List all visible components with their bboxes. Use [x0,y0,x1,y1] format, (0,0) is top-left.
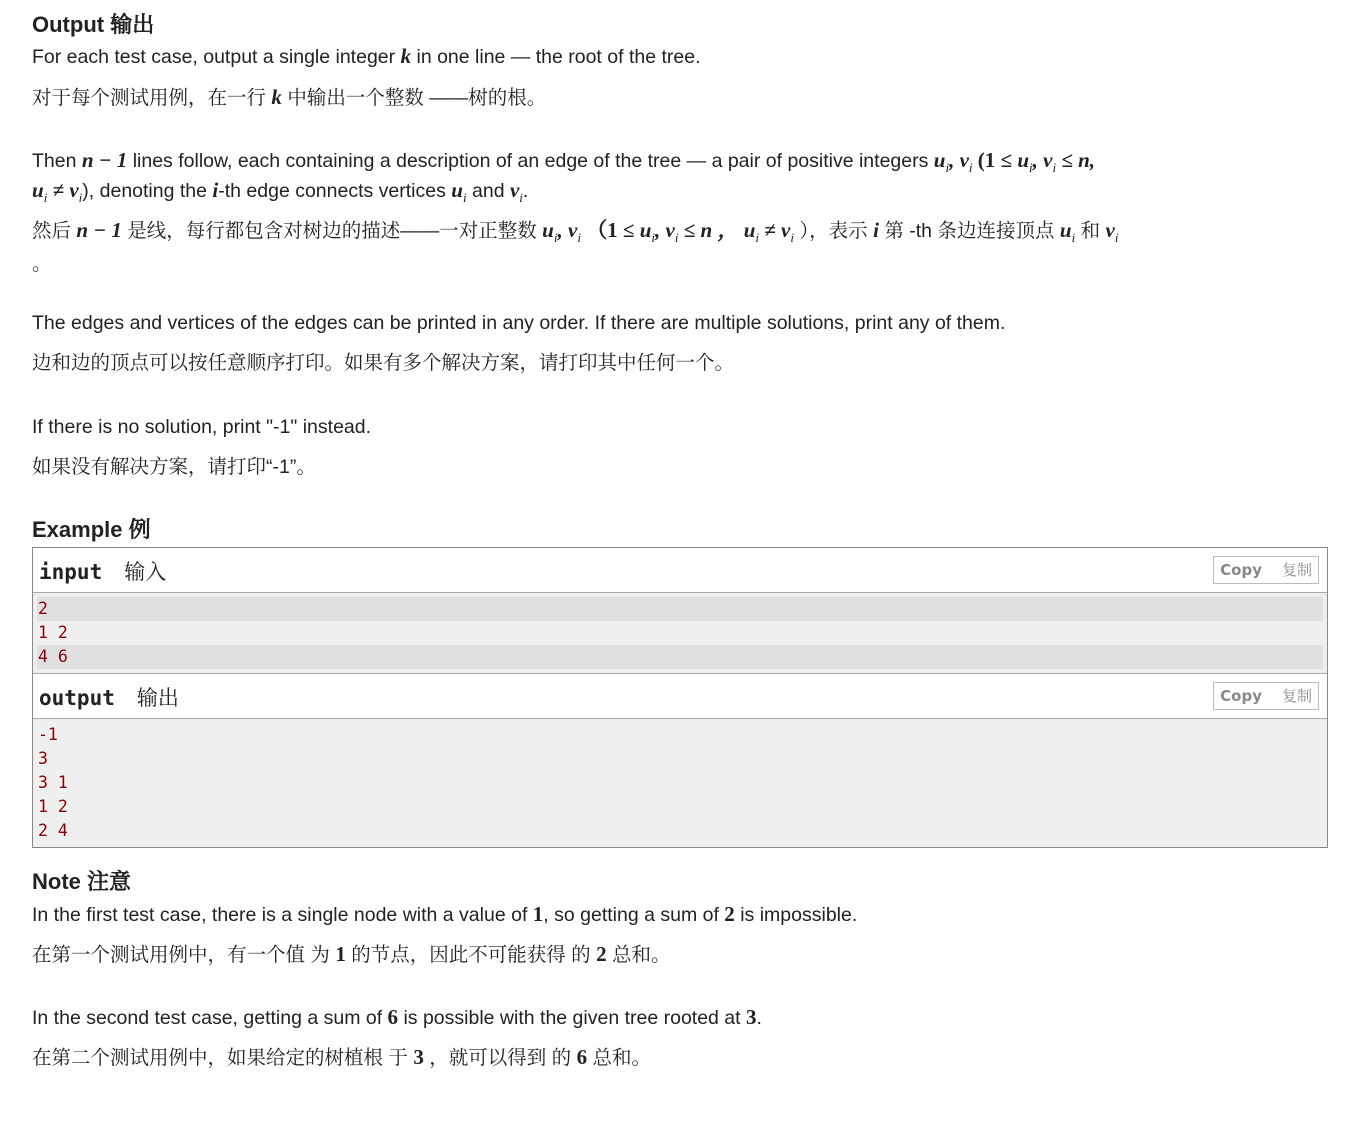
math-comma: , [655,218,666,242]
math-range-start: （1 ≤ [580,218,640,242]
edges-desc-zh-tail [32,252,52,276]
copy-label: Copy [1220,687,1262,705]
math-2: 2 [596,942,607,966]
math-n-minus-1: n − 1 [76,218,122,242]
note-p1-en [32,902,857,927]
math-sub-i: i [519,190,523,205]
text: is impossible. [734,904,858,926]
math-sub-i: i [790,230,794,245]
output-line: 3 1 [38,773,68,792]
output-desc-zh [32,85,546,110]
text: For each test case, output a single integer [32,46,401,68]
output-header [33,673,1327,719]
math-k: k [400,44,412,68]
math-sub-i: i [1114,230,1119,245]
math-1: 1 [335,942,346,966]
text: 是线，每行都包含对树边的描述——一对正整数 [121,220,543,242]
math-1: 1 [532,902,544,926]
text: In the first test case, there is a single node with a value of [32,904,533,926]
example-title: Example 例 [32,517,151,542]
math-u: u [743,218,756,242]
note-p2-zh [32,1045,651,1070]
math-range-start: (1 ≤ [972,148,1018,172]
input-content[interactable] [33,593,1327,673]
math-v: v [665,218,675,242]
math-sub-i: i [755,230,760,245]
no-solution-en: If there is no solution, print "-1" instead. [32,416,372,438]
math-k: k [271,85,282,109]
output-line: -1 [38,725,58,744]
text: . [522,180,529,202]
text: 在第一个测试用例中，有一个值 为 [32,944,336,966]
text: 在第二个测试用例中，如果给定的树植根 于 [32,1047,414,1069]
math-v: v [1105,218,1115,242]
math-6: 6 [387,1005,399,1029]
note-p2-en [32,1005,762,1030]
math-neq: ≠ [47,178,70,202]
text: Then [32,150,82,172]
text: ，就可以得到 的 [423,1047,577,1069]
math-sub-i: i [651,230,656,245]
input-header [33,548,1327,593]
text: , so getting a sum of [543,904,725,926]
input-title [39,556,166,586]
input-label-zh: 输入 [124,560,167,584]
copy-input-button[interactable] [1213,556,1319,584]
math-3: 3 [413,1045,424,1069]
math-sub-i: i [553,230,558,245]
math-comma: , [1032,148,1044,172]
math-sub-i: i [462,190,467,205]
output-title: Output 输出 [32,12,155,37]
example-heading [32,515,151,545]
text: 的节点，因此不可能获得 的 [345,944,597,966]
math-sub-i: i [1029,160,1033,175]
math-u: u [1059,218,1072,242]
output-line: 2 4 [38,821,68,840]
math-range-end: ≤ n ， [678,218,744,242]
math-2: 2 [724,902,735,926]
note-title: Note 注意 [32,869,132,894]
input-line: 2 [37,597,1323,621]
copy-label: Copy [1220,561,1262,579]
output-content[interactable] [33,719,1327,847]
math-u: u [1017,148,1030,172]
text: 。 [32,253,52,275]
math-6: 6 [576,1045,588,1069]
text: and [466,180,510,202]
math-sub-i: i [577,230,581,245]
text: in one line — the root of the tree. [411,46,701,68]
example-box [32,547,1328,848]
math-v: v [69,178,79,202]
math-sub-i: i [968,160,973,175]
math-sub-i: i [78,190,83,205]
output-heading [32,10,154,40]
text: lines follow, each containing a description of an edge of the tree — a pair of positive integers [127,150,934,172]
any-order-zh: 边和边的顶点可以按任意顺序打印。如果有多个解决方案，请打印其中任何一个。 [32,352,735,374]
text: -th edge connects vertices [218,180,452,202]
math-sub-i: i [43,190,48,205]
copy-label-zh: 复制 [1281,687,1312,705]
math-v: v [567,218,578,242]
output-line: 3 [38,749,48,768]
math-v: v [1043,148,1053,172]
math-3: 3 [746,1005,757,1029]
output-line: 1 2 [38,797,68,816]
math-i: i [873,218,879,242]
input-line: 1 2 [38,623,68,642]
math-n-minus-1: n − 1 [81,148,128,172]
math-sub-i: i [674,230,679,245]
math-u: u [542,218,554,242]
math-v: v [509,178,520,202]
text: . [756,1007,762,1029]
math-sub-i: i [1052,160,1057,175]
output-label: output [39,686,115,710]
any-order-en: The edges and vertices of the edges can be printed in any order. If there are multiple solutions, print any of them. [32,312,1006,334]
math-comma: , [949,148,960,172]
note-p1-zh [32,942,671,967]
edges-desc-zh [32,218,1118,250]
math-u: u [933,148,946,172]
math-sub-i: i [945,160,950,175]
text: 然后 [32,220,77,242]
text: 总和。 [606,944,671,966]
copy-output-button[interactable] [1213,682,1319,710]
text: 总和。 [587,1047,652,1069]
text: 和 [1075,220,1106,242]
copy-label-zh: 复制 [1281,561,1312,579]
text: 第 -th 条边连接顶点 [878,220,1060,242]
text: ), denoting the [82,180,213,202]
text: 中输出一个整数 ——树的根。 [281,87,547,109]
math-u: u [639,218,652,242]
text: 对于每个测试用例，在一行 [32,87,272,109]
text: is possible with the given tree rooted at [398,1007,746,1029]
math-v: v [781,218,791,242]
math-comma: , [557,218,568,242]
math-sub-i: i [1071,230,1076,245]
edges-desc-en-line1 [32,148,1095,180]
no-solution-zh: 如果没有解决方案，请打印“-1”。 [32,456,316,478]
output-desc-en [32,44,701,69]
text: ），表示 [794,220,874,242]
math-u: u [451,178,463,202]
output-title-box [39,682,179,712]
math-range-end: ≤ n, [1056,148,1096,172]
math-u: u [32,178,44,202]
text: In the second test case, getting a sum of [32,1007,388,1029]
math-i: i [212,178,219,202]
input-label: input [39,560,103,584]
math-v: v [959,148,969,172]
note-heading [32,867,131,897]
math-neq: ≠ [759,218,782,242]
output-label-zh: 输出 [136,686,179,710]
input-line: 4 6 [37,645,1323,669]
edges-desc-en-line2 [32,178,528,210]
